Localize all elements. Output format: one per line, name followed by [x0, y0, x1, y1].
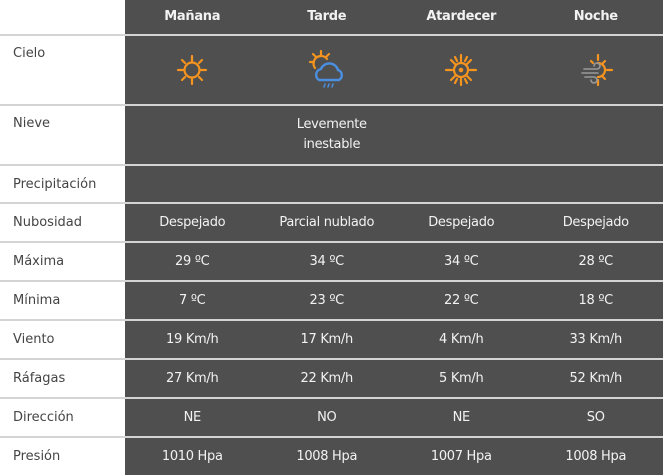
data-row-minima	[0, 282, 663, 321]
cell: 27 Km/h	[125, 360, 260, 397]
cell: 34 ºC	[394, 243, 529, 280]
cell: 7 ºC	[125, 282, 260, 319]
cell: 1008 Hpa	[260, 438, 395, 475]
sun-icon	[125, 36, 260, 104]
cell: 28 ºC	[529, 243, 663, 280]
column-header: Atardecer	[394, 0, 529, 34]
cell: 52 Km/h	[529, 360, 663, 397]
sky-row	[0, 36, 663, 106]
cell: 23 ºC	[260, 282, 395, 319]
cell: Parcial nublado	[260, 204, 395, 241]
data-row-direccion	[0, 399, 663, 438]
cell	[539, 106, 663, 164]
cell: NE	[125, 399, 260, 436]
cell: Despejado	[529, 204, 663, 241]
cell	[414, 106, 539, 164]
cell: 29 ºC	[125, 243, 260, 280]
cell	[394, 166, 529, 202]
cell: 19 Km/h	[125, 321, 260, 358]
data-row-maxima	[0, 243, 663, 282]
data-row-presion	[0, 438, 663, 475]
header-empty	[0, 0, 125, 34]
cell: 1008 Hpa	[529, 438, 663, 475]
row-label: Ráfagas	[0, 360, 125, 397]
cell: Levemente inestable	[250, 106, 415, 164]
row-label: Dirección	[0, 399, 125, 436]
cell: 22 ºC	[394, 282, 529, 319]
cell: NO	[260, 399, 395, 436]
row-label: Nubosidad	[0, 204, 125, 241]
row-label: Cielo	[0, 36, 125, 104]
row-label: Nieve	[0, 106, 125, 164]
column-header: Mañana	[125, 0, 260, 34]
cell: 5 Km/h	[394, 360, 529, 397]
cell	[260, 166, 395, 202]
data-row-nubosidad	[0, 204, 663, 243]
sunset-sun-icon	[394, 36, 529, 104]
cell	[125, 106, 250, 164]
cell: Despejado	[125, 204, 260, 241]
data-row-viento	[0, 321, 663, 360]
data-row-rafagas	[0, 360, 663, 399]
row-label: Mínima	[0, 282, 125, 319]
cell: Despejado	[394, 204, 529, 241]
row-label: Presión	[0, 438, 125, 475]
cell	[125, 166, 260, 202]
cell: 34 ºC	[260, 243, 395, 280]
cell: 22 Km/h	[260, 360, 395, 397]
cell: 33 Km/h	[529, 321, 663, 358]
cell: NE	[394, 399, 529, 436]
sun-wind-icon	[529, 36, 663, 104]
header-row	[0, 0, 663, 36]
cell: 1007 Hpa	[394, 438, 529, 475]
cell	[529, 166, 663, 202]
cell: 4 Km/h	[394, 321, 529, 358]
column-header: Tarde	[260, 0, 395, 34]
data-row-nieve	[0, 106, 663, 166]
cell: 1010 Hpa	[125, 438, 260, 475]
row-label: Máxima	[0, 243, 125, 280]
cell: 17 Km/h	[260, 321, 395, 358]
data-row-precipitacion	[0, 166, 663, 204]
row-label: Viento	[0, 321, 125, 358]
column-header: Noche	[529, 0, 663, 34]
cell: 18 ºC	[529, 282, 663, 319]
row-label: Precipitación	[0, 166, 125, 202]
sun-cloud-rain-icon	[260, 36, 395, 104]
cell: SO	[529, 399, 663, 436]
